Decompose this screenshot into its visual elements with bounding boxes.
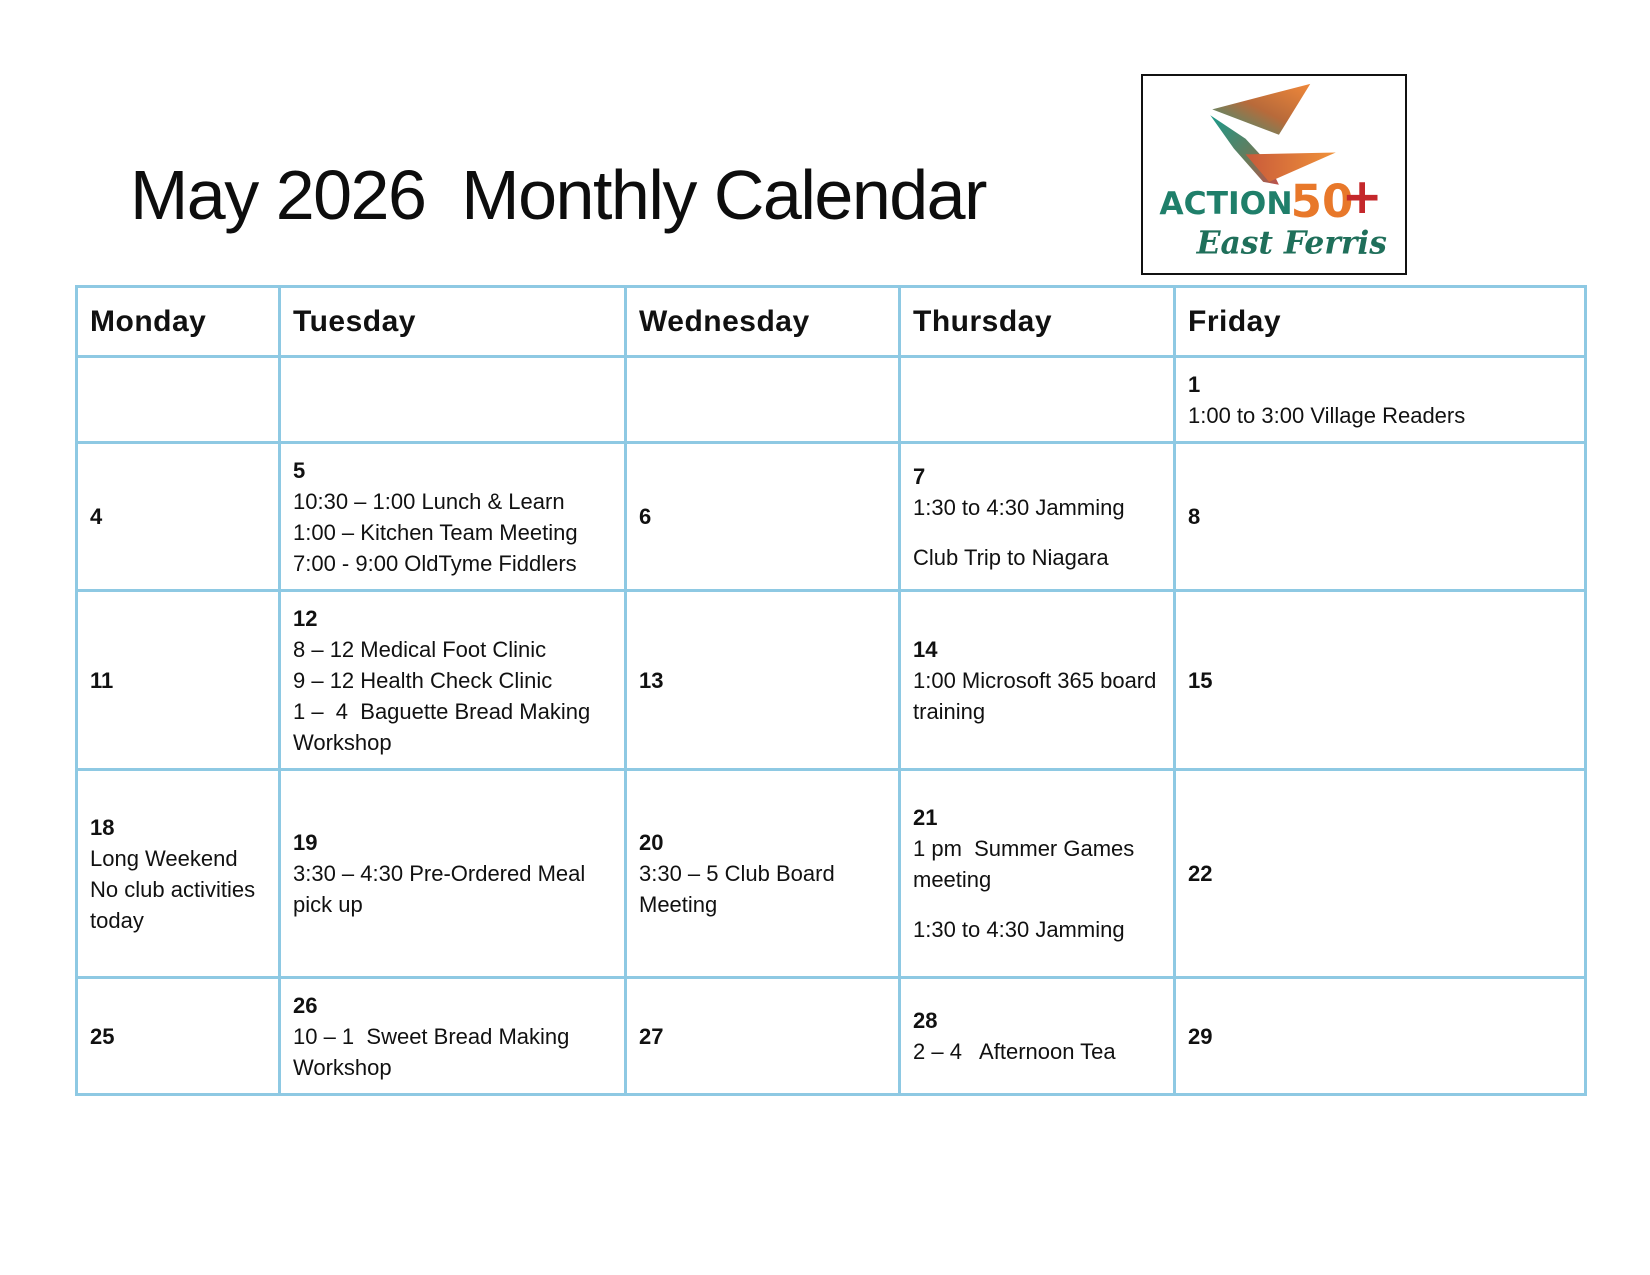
- day-number: 20: [639, 830, 664, 855]
- day-cell-monday: [77, 770, 280, 978]
- day-cell-wednesday: [626, 443, 900, 591]
- action-50-logo: [1141, 74, 1407, 275]
- event-item: 1:00 to 3:00 Village Readers: [1188, 402, 1466, 428]
- event-item: Club Trip to Niagara: [913, 544, 1109, 570]
- event-item: 10 – 1 Sweet Bread Making Workshop: [293, 1023, 576, 1080]
- day-cell-wednesday: [626, 978, 900, 1095]
- day-number: 8: [1188, 504, 1201, 529]
- day-number: 27: [639, 1023, 664, 1049]
- day-cell-tuesday: [280, 591, 626, 770]
- event-item: 9 – 12 Health Check Clinic: [293, 667, 553, 693]
- event-item: 1:30 to 4:30 Jamming: [913, 494, 1125, 520]
- svg-text:50: 50: [1290, 175, 1354, 229]
- day-number: 26: [293, 992, 318, 1018]
- day-number: 13: [639, 667, 664, 693]
- event-item: 7:00 - 9:00 OldTyme Fiddlers: [293, 550, 577, 576]
- event-item: 2 – 4 Afternoon Tea: [913, 1039, 1116, 1064]
- day-number: 4: [90, 504, 103, 529]
- event-item: 3:30 – 5 Club Board Meeting: [639, 861, 841, 917]
- event-item: 8 – 12 Medical Foot Clinic: [293, 636, 547, 662]
- day-cell-thursday: [900, 770, 1175, 978]
- day-cell-friday: [1175, 978, 1586, 1095]
- day-cell-thursday: [900, 357, 1175, 443]
- day-cell-monday: [77, 591, 280, 770]
- event-item: 1 – 4 Baguette Bread Making Workshop: [293, 698, 597, 755]
- event-spacer: [913, 523, 1161, 542]
- day-number: 6: [639, 504, 652, 529]
- weekday-header-row: [77, 287, 1586, 357]
- day-cell-tuesday: [280, 357, 626, 443]
- day-number: 7: [913, 463, 926, 489]
- event-item: 1 pm Summer Games meeting: [913, 836, 1141, 892]
- day-number: 14: [913, 636, 938, 662]
- day-cell-thursday: [900, 443, 1175, 591]
- calendar-table: [75, 285, 1587, 1096]
- week-row: [77, 978, 1586, 1095]
- header-tuesday: Tuesday: [280, 287, 626, 357]
- swoosh-icon: [1210, 84, 1335, 185]
- event-item: 10:30 – 1:00 Lunch & Learn: [293, 488, 565, 514]
- header-thursday: Thursday: [900, 287, 1175, 357]
- header-monday: Monday: [77, 287, 280, 357]
- week-row: [77, 357, 1586, 443]
- header-wednesday: Wednesday: [626, 287, 900, 357]
- event-item: 1:00 Microsoft 365 board training: [913, 667, 1163, 724]
- event-item: No club activities today: [90, 876, 262, 933]
- event-item: 3:30 – 4:30 Pre-Ordered Meal pick up: [293, 861, 592, 917]
- day-number: 21: [913, 805, 938, 830]
- day-cell-wednesday: [626, 591, 900, 770]
- header-friday: Friday: [1175, 287, 1586, 357]
- day-cell-friday: [1175, 357, 1586, 443]
- svg-text:ACTION: ACTION: [1159, 186, 1293, 223]
- day-number: 12: [293, 605, 318, 631]
- day-number: 11: [90, 667, 114, 693]
- week-row: [77, 591, 1586, 770]
- day-cell-tuesday: [280, 443, 626, 591]
- day-cell-thursday: [900, 591, 1175, 770]
- event-spacer: [913, 895, 1161, 914]
- day-cell-tuesday: [280, 770, 626, 978]
- week-row: [77, 443, 1586, 591]
- day-cell-monday: [77, 443, 280, 591]
- day-number: 19: [293, 830, 318, 855]
- day-cell-thursday: [900, 978, 1175, 1095]
- day-cell-wednesday: [626, 357, 900, 443]
- event-item: 1:00 – Kitchen Team Meeting: [293, 519, 578, 545]
- day-number: 28: [913, 1008, 938, 1033]
- day-number: 29: [1188, 1023, 1213, 1049]
- svg-text:East Ferris: East Ferris: [1196, 225, 1387, 262]
- day-number: 5: [293, 457, 306, 483]
- day-number: 25: [90, 1023, 115, 1049]
- day-cell-monday: [77, 978, 280, 1095]
- svg-text:+: +: [1341, 168, 1383, 226]
- event-item: Long Weekend: [90, 845, 238, 871]
- day-cell-friday: [1175, 443, 1586, 591]
- day-cell-friday: [1175, 591, 1586, 770]
- day-cell-friday: [1175, 770, 1586, 978]
- day-number: 22: [1188, 861, 1213, 886]
- event-item: 1:30 to 4:30 Jamming: [913, 917, 1125, 942]
- day-cell-wednesday: [626, 770, 900, 978]
- day-number: 18: [90, 814, 115, 840]
- page-title: May 2026 Monthly Calendar: [130, 156, 986, 234]
- day-cell-monday: [77, 357, 280, 443]
- week-row: [77, 770, 1586, 978]
- day-number: 15: [1188, 667, 1213, 693]
- day-number: 1: [1188, 371, 1201, 397]
- day-cell-tuesday: [280, 978, 626, 1095]
